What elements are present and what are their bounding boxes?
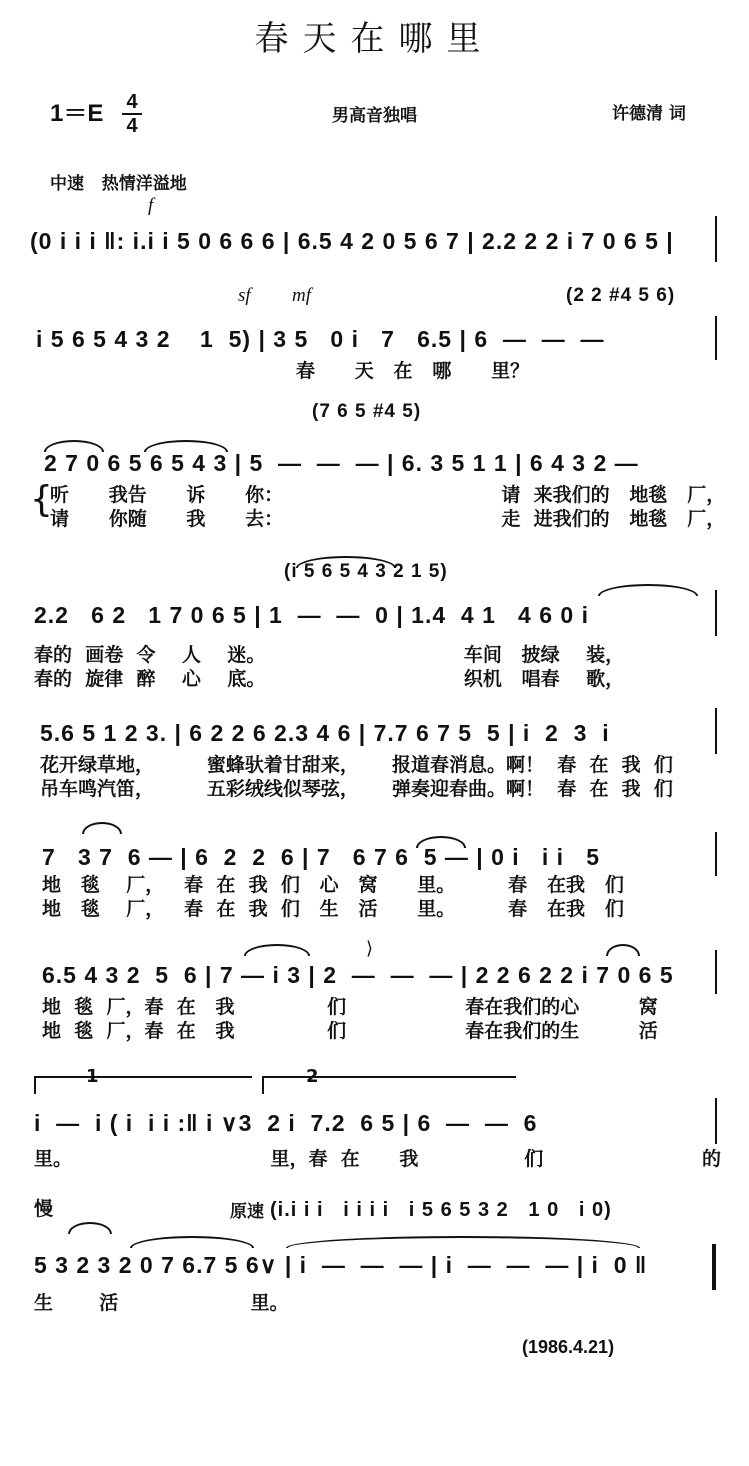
slur xyxy=(130,1236,254,1248)
dynamic-mark: f xyxy=(148,195,154,216)
notation-row: 7 3 7 6 — | 6 2 2 6 | 7 6 7 6 5 — | 0 i i i 5 xyxy=(42,844,601,870)
barline xyxy=(715,216,717,262)
tempo-marking: 中速 热情洋溢地 xyxy=(50,174,187,194)
lyric-line: 里。 里，春 在 我 们 的 xyxy=(34,1148,721,1170)
lyric-line: 地 毯 厂， 春 在 我 们 心 窝 里。 春 在我 们 xyxy=(42,874,624,896)
time-signature-bottom: 4 xyxy=(126,115,138,137)
notation-row: i 5 6 5 4 3 2 1 5) | 3 5 0 i 7 6.5 | 6 — — — xyxy=(36,326,605,352)
lyric-line: 听 我告 诉 你： 请 来我们的 地毯 厂， xyxy=(50,484,726,506)
slur xyxy=(82,822,122,834)
slur xyxy=(68,1222,112,1234)
lyric-line: 地 毯 厂，春 在 我 们 春在我们的心 窝 xyxy=(42,996,658,1018)
volta-bracket-1 xyxy=(34,1076,252,1094)
verse-brace: { xyxy=(30,479,53,520)
slur xyxy=(244,944,310,956)
lyric-line: 地 毯 厂， 春 在 我 们 生 活 里。 春 在我 们 xyxy=(42,898,624,920)
barline xyxy=(715,1098,717,1144)
barline xyxy=(715,316,717,360)
notation-row: 2 7 0 6 5 6 5 4 3 | 5 — — — | 6. 3 5 1 1 | 6 4 3 2 — xyxy=(44,450,639,476)
performance-note: 男高音独唱 xyxy=(332,106,417,126)
lyric-line: 地 毯 厂，春 在 我 们 春在我们的生 活 xyxy=(42,1020,658,1042)
tempo-original: 原速 xyxy=(230,1202,264,1222)
grace-notes: (2 2 #4 5 6) xyxy=(566,285,676,306)
lyric-line: 花开绿草地， 蜜蜂驮着甘甜来， 报道春消息。啊！ 春 在 我 们 xyxy=(40,754,673,776)
notation-row: (0 i i i ‖: i.i i 5 0 6 6 6 | 6.5 4 2 0 5 6 7 | 2.2 2 2 i 7 0 6 5 | xyxy=(30,228,674,254)
lyric-line: 请 你随 我 去： 走 进我们的 地毯 厂， xyxy=(50,508,726,530)
slur xyxy=(598,584,698,596)
grace-notes: (i.i i i i i i i i 5 6 5 3 2 1 0 i 0) xyxy=(270,1199,612,1221)
grace-notes: (7 6 5 #4 5) xyxy=(312,401,422,422)
composition-date: (1986.4.21) xyxy=(522,1337,615,1357)
barline xyxy=(715,708,717,754)
barline xyxy=(715,950,717,994)
time-signature xyxy=(120,92,144,136)
dynamic-mark: sf xyxy=(238,285,251,306)
slur xyxy=(296,556,396,568)
notation-row: 6.5 4 3 2 5 6 | 7 — i 3 | 2 — — — | 2 2 6 2 2 i 7 0 6 5 xyxy=(42,962,674,988)
lyric-line: 春 天 在 哪 里？ xyxy=(296,360,530,382)
slur xyxy=(286,1236,640,1248)
lyric-line: 生 活 里。 xyxy=(34,1292,289,1314)
barline xyxy=(715,590,717,636)
notation-row: 5.6 5 1 2 3. | 6 2 2 6 2.3 4 6 | 7.7 6 7 5 5 | i 2 3 i xyxy=(40,720,610,746)
grace-notes: (i 5 6 5 4 3 2 1 5) xyxy=(284,561,448,582)
lyricist-credit: 许德清 词 xyxy=(612,104,686,124)
notation-row: 2.2 6 2 1 7 0 6 5 | 1 — — 0 | 1.4 4 1 4 6 0 i xyxy=(34,602,589,628)
time-signature-top: 4 xyxy=(126,91,138,113)
crescendo-mark: ⟩ xyxy=(366,938,372,959)
final-barline xyxy=(712,1244,716,1290)
song-title: 春天在哪里 xyxy=(254,19,495,59)
volta-number: 2 xyxy=(306,1066,319,1087)
slur xyxy=(606,944,640,956)
notation-row: 5 3 2 3 2 0 7 6.7 5 6∨ | i — — — | i — — — | i 0 ‖ xyxy=(34,1252,648,1278)
volta-bracket-2 xyxy=(262,1076,516,1094)
volta-number: 1 xyxy=(86,1066,99,1087)
tempo-slow: 慢 xyxy=(34,1198,54,1220)
lyric-line: 吊车鸣汽笛， 五彩绒线似琴弦， 弹奏迎春曲。啊！ 春 在 我 们 xyxy=(40,778,673,800)
lyric-line: 春的 画卷 令 人 迷。 车间 披绿 装， xyxy=(34,644,625,666)
key-signature: 1＝E xyxy=(50,100,104,127)
notation-row: i — i ( i i i :‖ i ∨3 2 i 7.2 6 5 | 6 — — 6 xyxy=(34,1110,538,1136)
dynamic-mark: mf xyxy=(292,285,311,306)
lyric-line: 春的 旋律 醉 心 底。 织机 唱春 歌， xyxy=(34,668,625,690)
barline xyxy=(715,832,717,876)
